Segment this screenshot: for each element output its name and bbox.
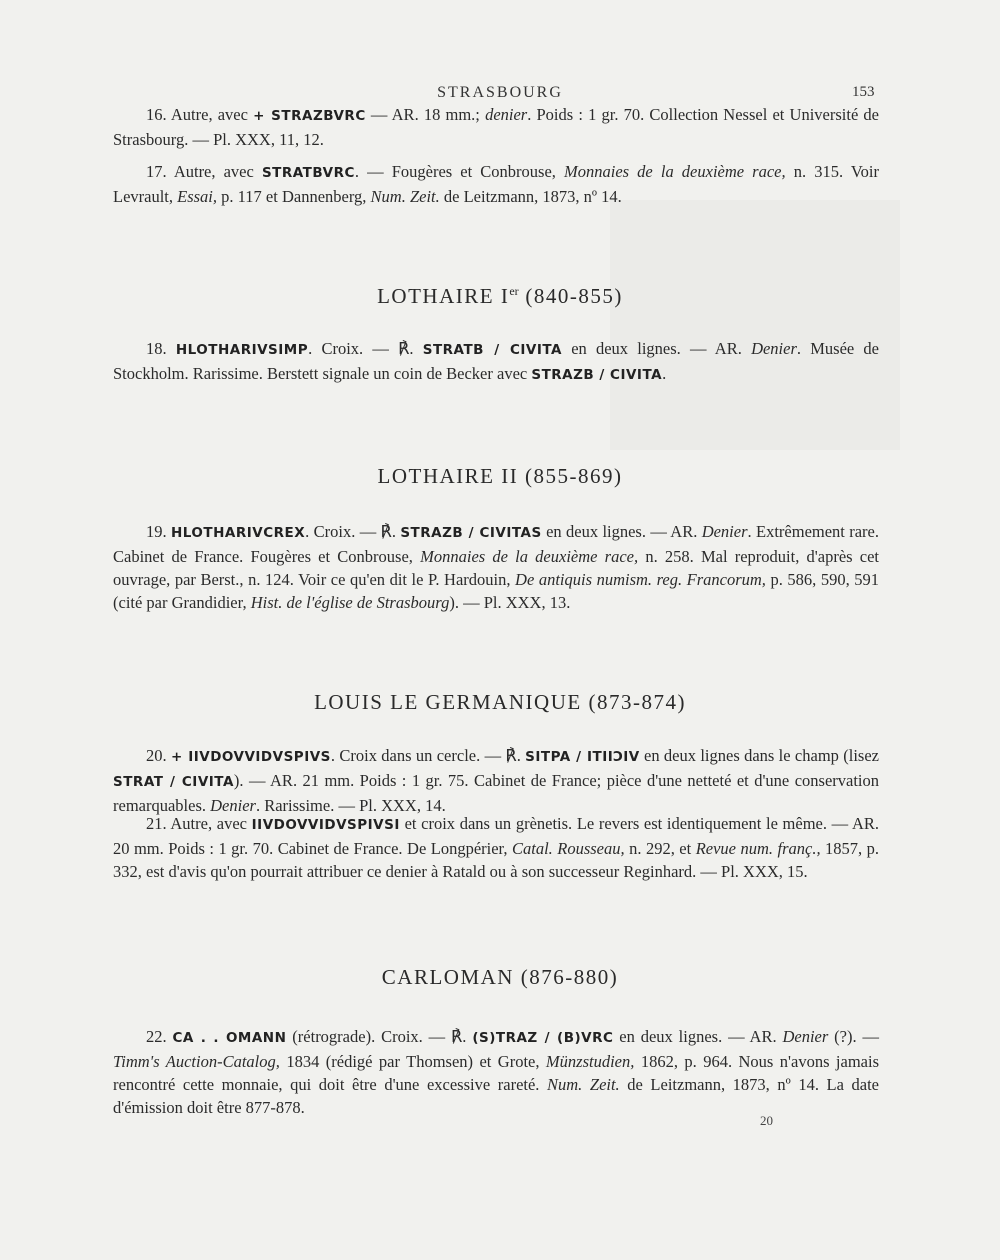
catalog-entry-19 xyxy=(113,520,879,614)
entry-text: 1862, p. 964. Nous n'avons jamais rencontré cette monnaie, qui doit être d'une excessive rareté. xyxy=(113,1052,879,1094)
heading-dates: (840-855) xyxy=(518,284,623,308)
coin-legend: STRATBVRC xyxy=(261,165,355,181)
entry-text: Autre, avec xyxy=(166,814,252,833)
entry-text: ). — Pl. XXX, 13. xyxy=(449,593,571,612)
entry-text: . — Fougères et Conbrouse, xyxy=(354,162,565,181)
entry-text: en deux lignes. — AR. xyxy=(613,1027,783,1046)
entry-italic: Timm's Auction-Catalog, xyxy=(113,1052,280,1071)
entry-text: et croix dans un grènetis. Le revers est identiquement le même. — AR. 20 mm. Poids : 1 gr. 70. Cabinet de France. De Longpérier, xyxy=(113,814,879,858)
entry-text: . Croix. — ℟. xyxy=(308,339,423,358)
entry-text: de Leitzmann, 1873, nº 14. xyxy=(439,187,622,206)
entry-italic: Monnaies de la deuxième race, xyxy=(564,162,786,181)
coin-legend: STRATB / CIVITA xyxy=(422,342,562,358)
entry-text: (?). — xyxy=(828,1027,879,1046)
entry-text: (rétrograde). Croix. — ℟. xyxy=(286,1027,473,1046)
entry-text: Autre, avec xyxy=(166,162,262,181)
signature-mark: 20 xyxy=(760,1113,773,1128)
heading-text: LOTHAIRE I xyxy=(377,284,510,308)
entry-italic: Münzstudien, xyxy=(545,1052,635,1071)
entry-italic: Denier xyxy=(210,796,256,815)
entry-number: 21. xyxy=(146,814,167,833)
coin-legend: HLOTHARIVSIMP xyxy=(175,342,309,358)
entry-text: de Leitzmann, 1873, nº 14. La date d'émission doit être 877-878. xyxy=(113,1075,879,1117)
catalog-entry-21 xyxy=(113,812,879,883)
entry-text: . Poids : 1 gr. 70. Collection Nessel et Université de Strasbourg. — Pl. XXX, 11, 12. xyxy=(113,105,879,149)
catalog-entry-16 xyxy=(113,103,879,151)
heading-text: CARLOMAN (876-880) xyxy=(381,965,619,989)
heading-text: LOUIS LE GERMANIQUE (873-874) xyxy=(314,690,686,714)
entry-italic: denier xyxy=(485,105,528,124)
catalog-entry-17 xyxy=(113,160,879,208)
entry-text: 1857, p. 332, est d'avis qu'on pourrait attribuer ce denier à Ratald ou à son successeur Reginhard. — Pl. XXX, 15. xyxy=(113,839,880,881)
catalog-entry-18 xyxy=(113,337,879,387)
entry-italic: Num. Zeit. xyxy=(547,1075,620,1094)
entry-italic: Hist. de l'église de Strasbourg xyxy=(250,593,450,612)
entry-italic: Monnaies de la deuxième race, xyxy=(420,547,639,566)
coin-legend: SITPA / ΙΤΙΙϽΙV xyxy=(525,749,640,765)
entry-number: 18. xyxy=(146,339,167,358)
coin-legend: + STRAZBVRC xyxy=(253,108,366,124)
catalog-entry-20 xyxy=(113,744,879,817)
coin-legend: IIVDOVVIDVSPIVSI xyxy=(251,817,400,833)
section-heading-louis-le-germanique xyxy=(0,690,1000,715)
coin-legend: + IIVDOVVIDVSPIVS xyxy=(170,749,331,765)
entry-text: . Musée de Stockholm. Rarissime. Berstett signale un coin de Becker avec xyxy=(113,339,879,383)
section-heading-lothaire-ii xyxy=(0,464,1000,489)
coin-legend: STRAZB / CIVITAS xyxy=(400,525,542,541)
entry-italic: De antiquis numism. reg. Francorum, xyxy=(515,570,766,589)
page-number: 153 xyxy=(852,84,875,100)
entry-number: 17. xyxy=(146,162,167,181)
entry-text: en deux lignes. — AR. xyxy=(541,522,702,541)
entry-text: p. 586, 590, 591 (cité par Grandidier, xyxy=(113,570,880,612)
entry-text: . xyxy=(662,364,667,383)
coin-legend: HLOTHARIVCREX xyxy=(170,525,306,541)
bleed-through-shadow xyxy=(610,200,900,450)
entry-number: 16. xyxy=(146,105,167,124)
heading-superscript: er xyxy=(509,284,519,298)
entry-italic: Catal. Rousseau, xyxy=(511,839,625,858)
entry-number: 22. xyxy=(146,1027,167,1046)
coin-legend: (S)TRAZ / (B)VRC xyxy=(472,1030,614,1046)
entry-italic: Revue num. franç., xyxy=(695,839,821,858)
entry-number: 20. xyxy=(146,746,167,765)
entry-italic: Denier xyxy=(701,522,748,541)
entry-text: . Croix. — ℟. xyxy=(305,522,401,541)
entry-text: n. 258. Mal reproduit, d'après cet ouvrage, par Berst., n. 124. Voir ce qu'en dit le P. Hardouin, xyxy=(113,547,880,589)
section-heading-lothaire-i xyxy=(0,284,1000,309)
coin-legend: CA . . OMANN xyxy=(172,1030,287,1046)
section-heading-carloman xyxy=(0,965,1000,990)
entry-text: 1834 (rédigé par Thomsen) et Grote, xyxy=(279,1052,546,1071)
coin-legend: STRAZB / CIVITA xyxy=(531,367,663,383)
heading-text: LOTHAIRE II (855-869) xyxy=(377,464,623,488)
entry-text: Autre, avec xyxy=(166,105,254,124)
entry-text: n. 315. Voir Levrault, xyxy=(113,162,880,206)
entry-text: n. 292, et xyxy=(624,839,696,858)
entry-italic: Essai, xyxy=(177,187,218,206)
entry-text: . Croix dans un cercle. — ℟. xyxy=(330,746,526,765)
entry-number: 19. xyxy=(146,522,167,541)
entry-text: . Extrêmement rare. Cabinet de France. Fougères et Conbrouse, xyxy=(113,522,879,566)
entry-text: p. 117 et Dannenberg, xyxy=(217,187,371,206)
catalog-entry-22 xyxy=(113,1025,879,1119)
entry-text: en deux lignes. — AR. xyxy=(561,339,752,358)
entry-italic: Denier xyxy=(782,1027,829,1046)
entry-text: en deux lignes dans le champ (lisez xyxy=(639,746,879,765)
entry-italic: Num. Zeit. xyxy=(370,187,440,206)
running-title: STRASBOURG xyxy=(437,84,563,101)
entry-text: ). — AR. 21 mm. Poids : 1 gr. 75. Cabinet de France; pièce d'une netteté et d'une conservation remarquables. xyxy=(113,771,879,815)
entry-text: . Rarissime. — Pl. XXX, 14. xyxy=(255,796,446,815)
entry-italic: Denier xyxy=(751,339,797,358)
coin-legend: STRAT / CIVITA xyxy=(113,774,234,790)
entry-text: — AR. 18 mm.; xyxy=(365,105,486,124)
